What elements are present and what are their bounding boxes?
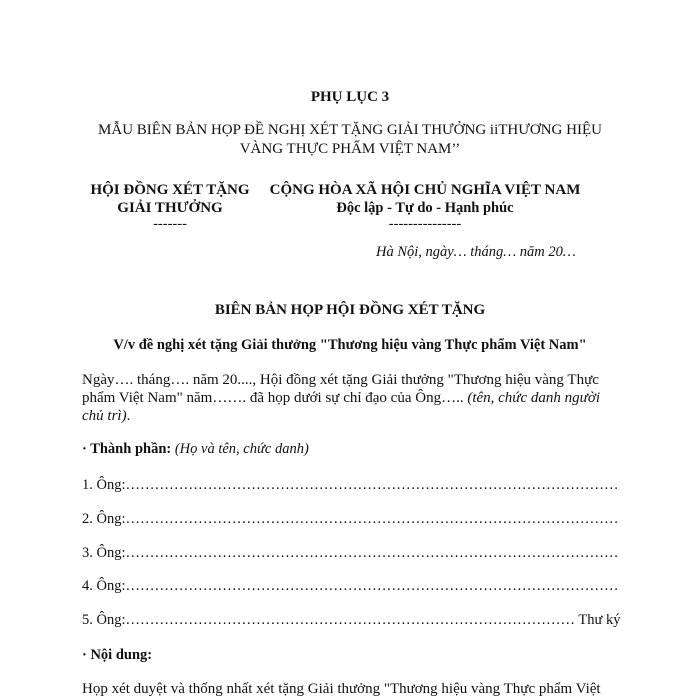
document-title: BIÊN BẢN HỌP HỘI ĐỒNG XÉT TẶNG xyxy=(214,302,486,318)
national-name: CỘNG HÒA XÃ HỘI CHỦ NGHĨA VIỆT NAM xyxy=(269,182,581,198)
motto-underline: --------------- xyxy=(388,216,462,232)
intro-line3-end: . xyxy=(126,408,131,424)
form-title-line2: VÀNG THỰC PHẨM VIỆT NAM’’ xyxy=(239,141,461,157)
participants-heading xyxy=(82,441,309,458)
annex-title: PHỤ LỤC 3 xyxy=(310,89,390,105)
participants-label: · Thành phần: xyxy=(82,441,172,457)
member-line-5-secretary: 5. Ông:………………………………………………………………………………… Thư ký xyxy=(82,612,621,628)
council-name-line1: HỘI ĐỒNG XÉT TẶNG xyxy=(90,182,250,198)
council-underline: ------- xyxy=(153,216,187,232)
participants-hint: (Họ và tên, chức danh) xyxy=(174,441,309,457)
member-line-4: 4. Ông:………………………………………………………………………………………… xyxy=(82,578,619,594)
intro-line3 xyxy=(82,408,130,425)
document-subject: V/v đề nghị xét tặng Giải thưởng "Thương hiệu vàng Thực phẩm Việt Nam" xyxy=(113,337,587,353)
intro-line1: Ngày…. tháng…. năm 20...., Hội đồng xét tặng Giải thưởng "Thương hiệu vàng Thực xyxy=(82,372,599,388)
national-motto: Độc lập - Tự do - Hạnh phúc xyxy=(336,200,514,216)
member-line-2: 2. Ông:………………………………………………………………………………………… xyxy=(82,511,619,527)
intro-line2-text: phẩm Việt Nam" năm……. đã họp dưới sự chỉ đạo của Ông….. xyxy=(82,390,468,406)
intro-line2 xyxy=(82,390,600,407)
member-line-3: 3. Ông:………………………………………………………………………………………… xyxy=(82,545,619,561)
place-date: Hà Nội, ngày… tháng… năm 20… xyxy=(376,244,576,260)
content-text: Họp xét duyệt và thống nhất xét tặng Giải thưởng "Thương hiệu vàng Thực phẩm Việt xyxy=(82,681,601,697)
member-line-1: 1. Ông:………………………………………………………………………………………… xyxy=(82,477,619,493)
form-title-line1: MẪU BIÊN BẢN HỌP ĐỀ NGHỊ XÉT TẶNG GIẢI THƯỞNG iiTHƯƠNG HIỆU xyxy=(98,122,602,138)
council-name-line2: GIẢI THƯỞNG xyxy=(117,200,223,216)
content-label: · Nội dung: xyxy=(82,647,153,663)
intro-line3-italic: chủ trì) xyxy=(82,408,127,424)
intro-line2-italic: (tên, chức danh người xyxy=(467,390,600,406)
